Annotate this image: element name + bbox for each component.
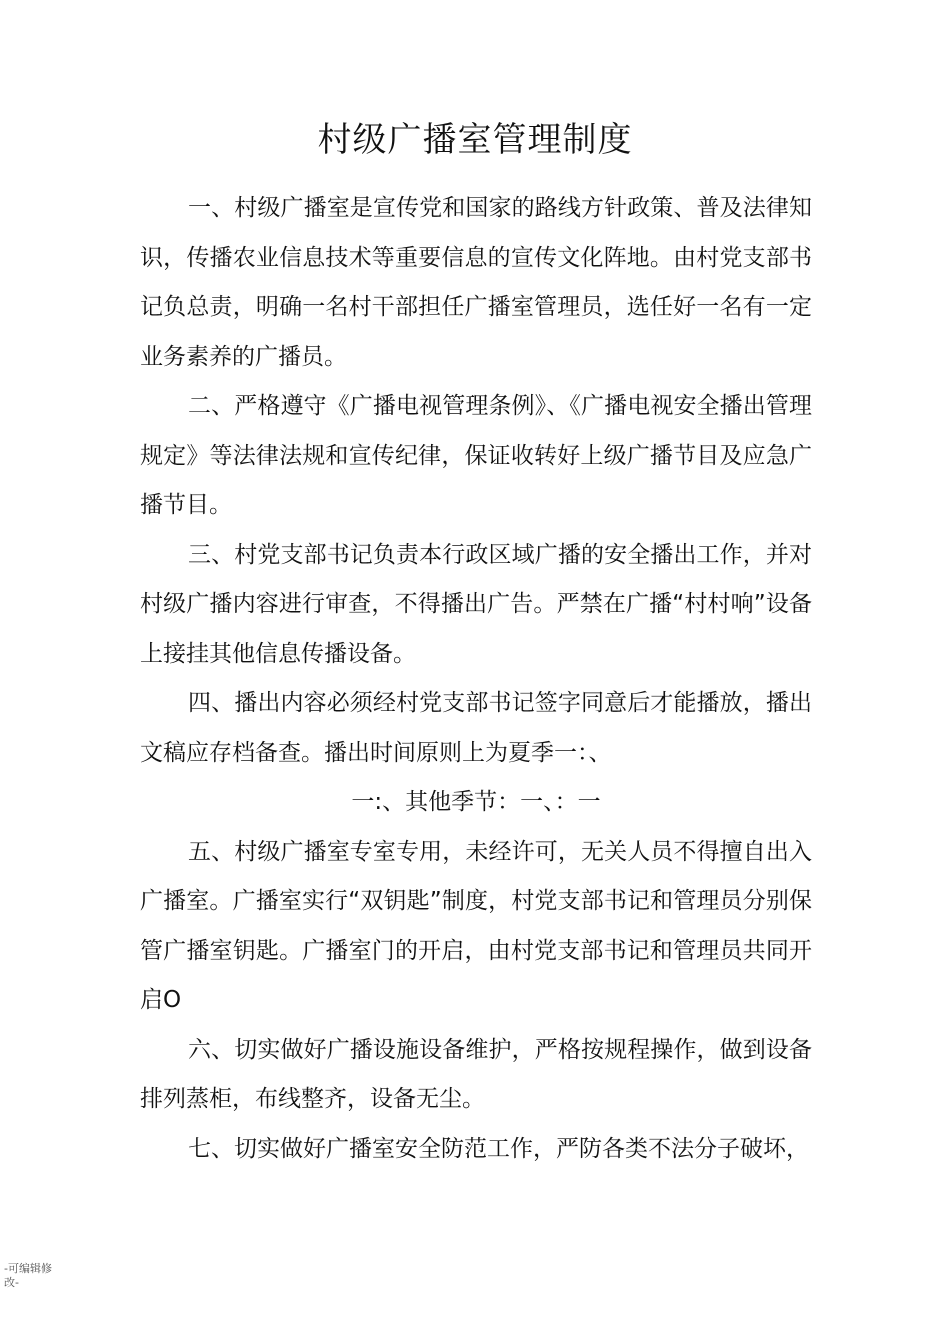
editable-footer-note: -可编辑修改- [4,1262,52,1289]
paragraph-2: 二、严格遵守《广播电视管理条例》、《广播电视安全播出管理规定》等法律法规和宣传纪律，保证收转好上级广播节目及应急广播节目。 [140,393,812,518]
paragraph-4: 四、播出内容必须经村党支部书记签字同意后才能播放，播出文稿应存档备查。播出时间原则上为夏季一：、 [140,690,812,766]
document-body [140,184,812,1174]
paragraph-7: 七、切实做好广播室安全防范工作，严防各类不法分子破坏， [188,1135,809,1162]
paragraph-6: 六、切实做好广播设施设备维护，严格按规程操作，做到设备排列蒸柜，布线整齐，设备无尘。 [140,1036,812,1112]
paragraph-5: 五、村级广播室专室专用，未经许可，无关人员不得擅自出入广播室。广播室实行“双钥匙”制度，村党支部书记和管理员分别保管广播室钥匙。广播室门的开启，由村党支部书记和管理员共同开启O [140,838,812,1013]
paragraph-3: 三、村党支部书记负责本行政区域广播的安全播出工作，并对村级广播内容进行审查，不得播出广告。严禁在广播“村村响”设备上接挂其他信息传播设备。 [140,541,812,667]
paragraph-4-time-line: 一:、其他季节：一、：一 [351,789,601,815]
paragraph-1: 一、村级广播室是宣传党和国家的路线方针政策、普及法律知识，传播农业信息技术等重要信息的宣传文化阵地。由村党支部书记负总责，明确一名村干部担任广播室管理员，选任好一名有一定业务素养的广播员。 [140,195,812,370]
document-title: 村级广播室管理制度 [317,120,633,160]
